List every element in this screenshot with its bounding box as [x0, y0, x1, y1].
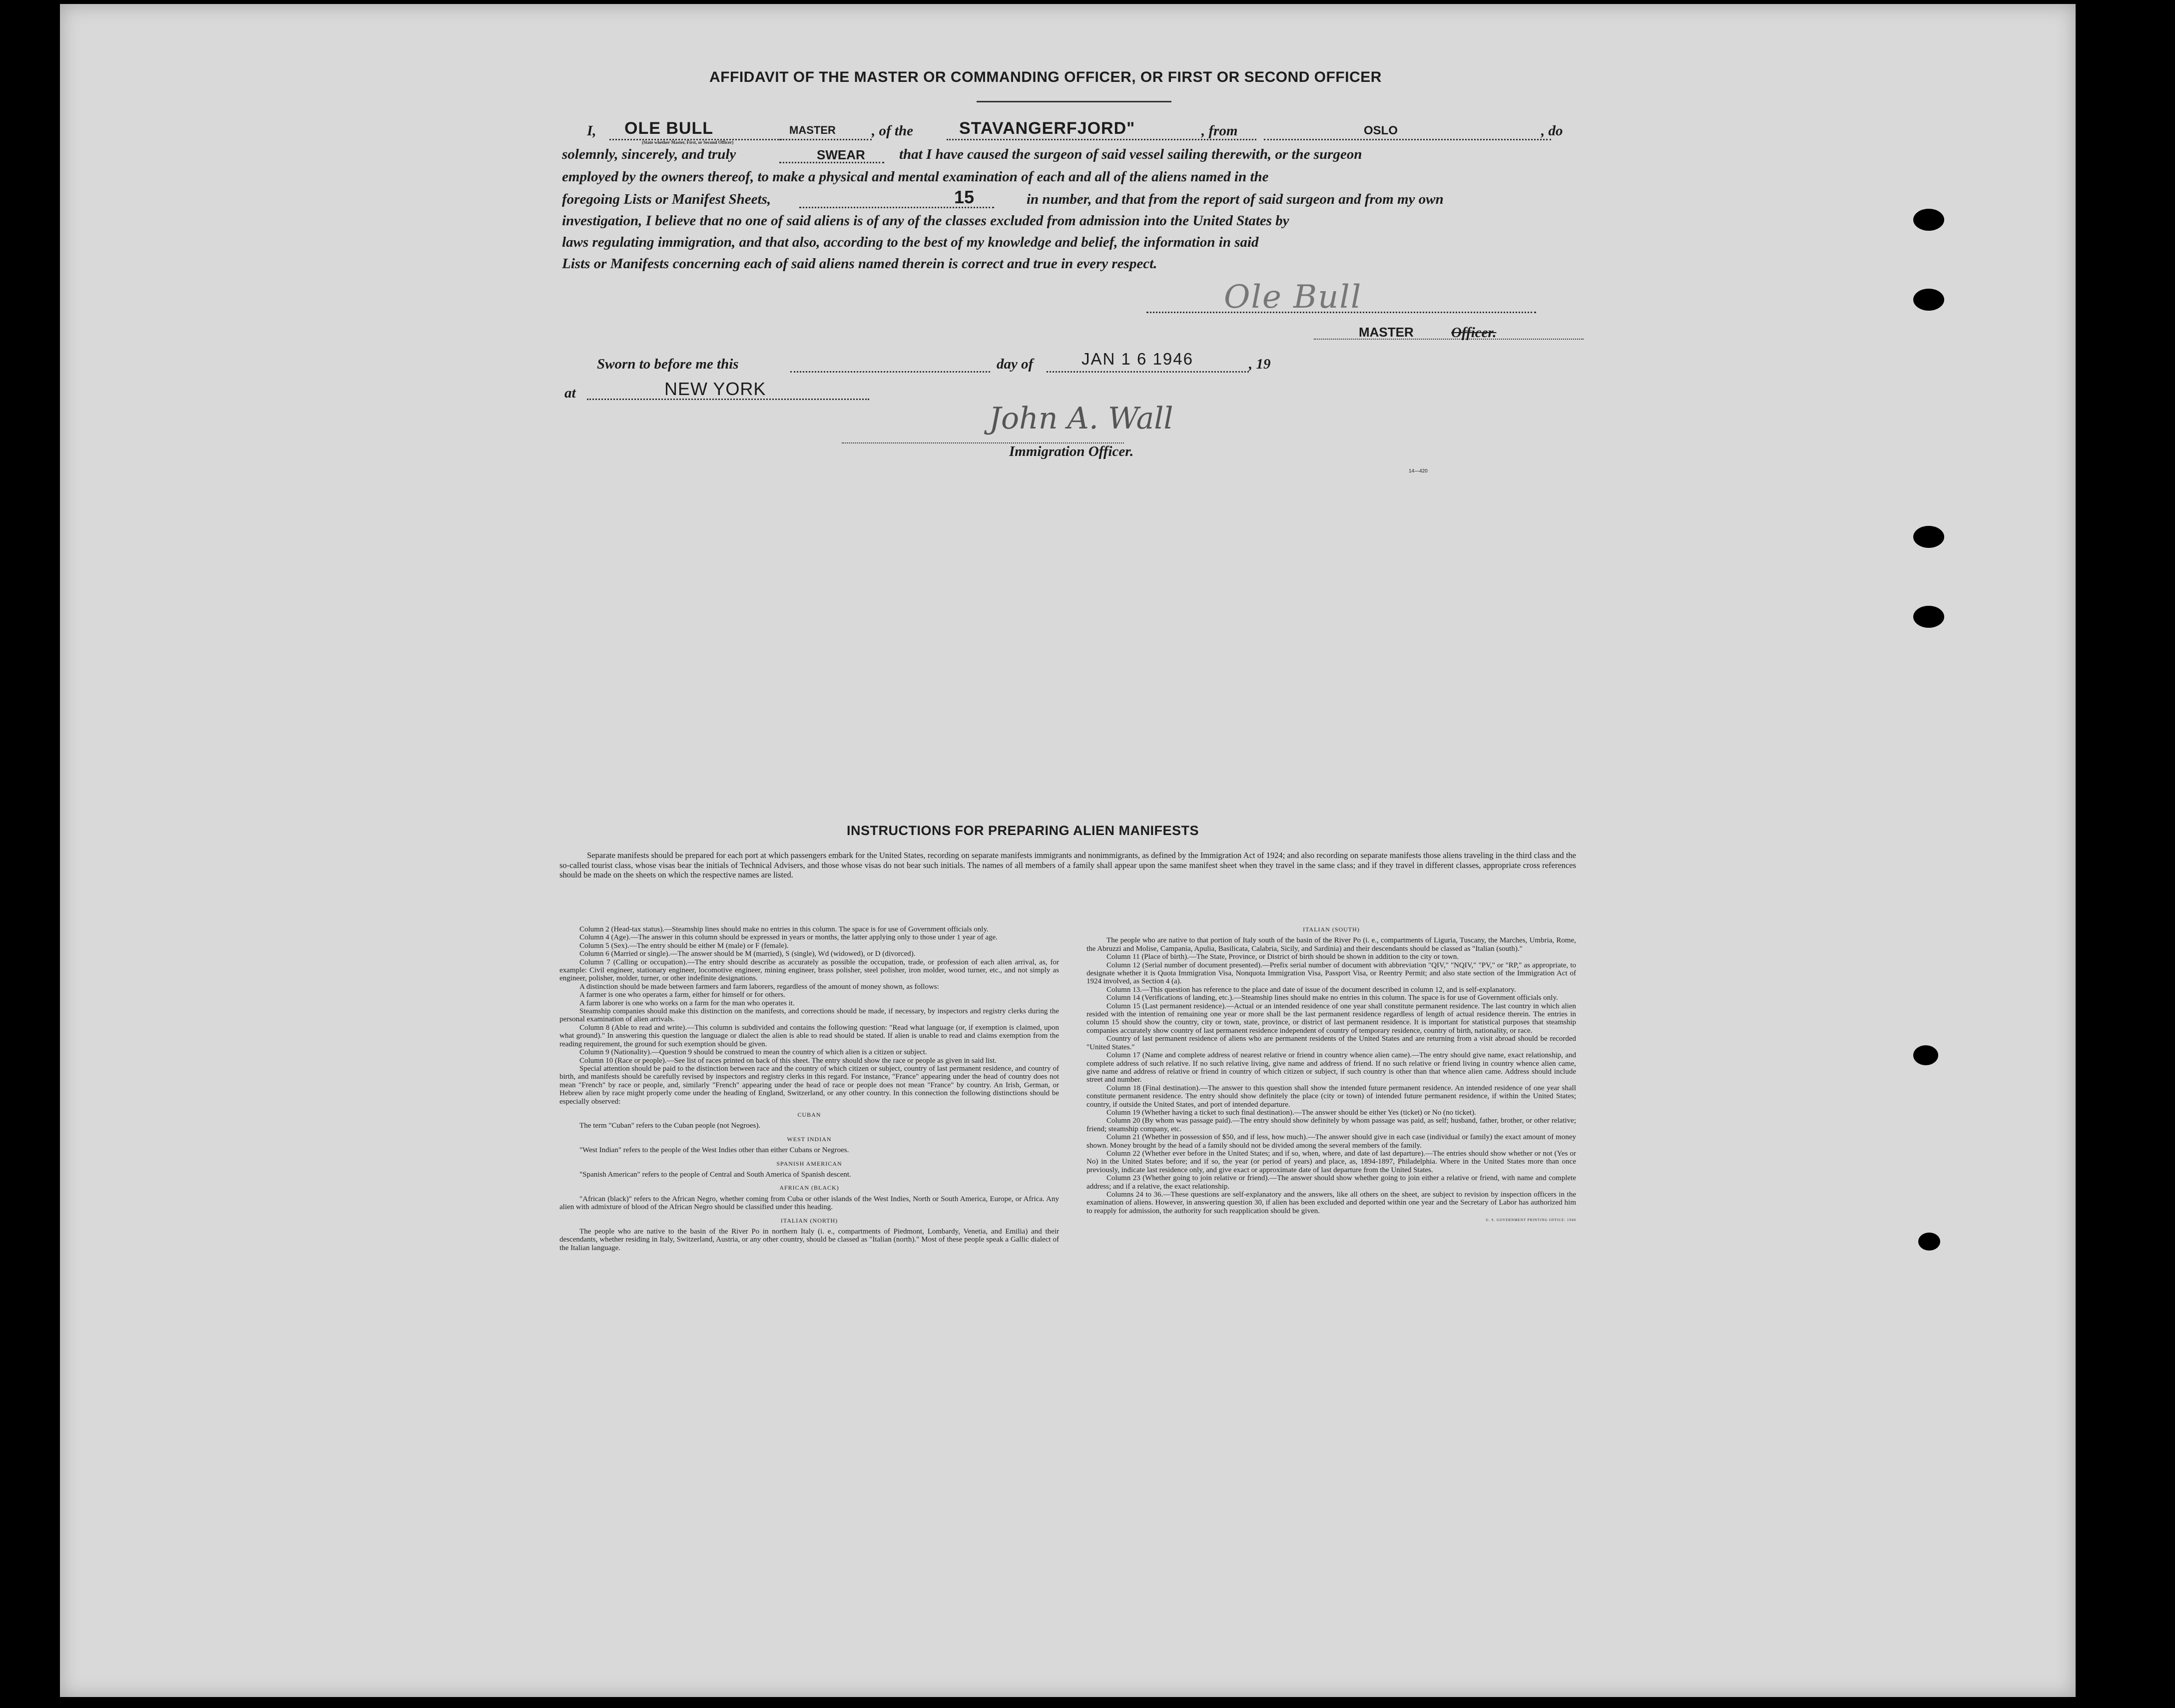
sworn-date: JAN 1 6 1946 [1082, 350, 1193, 368]
punch-hole [1913, 209, 1944, 231]
italian-north-text: The people who are native to the basin of the River Po in northern Italy (i. e., compartments of Piedmont, Lombardy, Venetia, and Emilia) and their descendants, whether residing in Italy, Switzerland, Austria, or any other country, should be classed as "Italian (north)." Most of these people speak a Gallic dialect of the Italian language. [559, 1228, 1059, 1252]
master-signature: Ole Bull [1224, 279, 1362, 316]
column-note: Column 20 (By whom was passage paid).—The entry should show definitely by whom passage was paid, as self; husband, father, brother, or other relative; friend; steamship company, etc. [1087, 1117, 1576, 1133]
master-name: OLE BULL [624, 119, 713, 138]
column-note: Column 23 (Whether going to join relative or friend).—The answer should show whether going to join either a relative or friend, with name and complete address; and if a relative, the exact relationship. [1087, 1174, 1576, 1191]
african-text: "African (black)" refers to the African Negro, whether coming from Cuba or other islands of the West Indies, North or South America, Europe, or Africa. Any alien with admixture of blood of the African Negro should be classified under this heading. [559, 1195, 1059, 1212]
instructions-right-column [1087, 925, 1576, 1225]
signer-title: MASTER [1359, 325, 1414, 340]
column-note: Column 11 (Place of birth).—The State, Province, or District of birth should be shown in addition to the city or town. [1106, 953, 1459, 961]
column-note: Column 8 (Able to read and write).—This column is subdivided and contains the following question: "Read what language (or, if exemption is claimed, upon what ground)." In answering this question the language or dialect the alien is able to read should be stated. If alien is unable to read and claims exemption from the reading requirement, the ground for such exemption should be given. [559, 1023, 1059, 1048]
cuban-text: The term "Cuban" refers to the Cuban people (not Negroes). [579, 1122, 761, 1130]
column-note: Special attention should be paid to the distinction between race and the country of which citizen or subject, country of last permanent residence, and country of birth, and manifests should be carefully revised by inspectors and registry clerks in this regard. For instance, "France" appearing under the head of country does not mean "French" by race or people, and, similarly "French" appearing under the head of race or people does not mean "France" by country. An Irish, German, or Hebrew alien by race might properly come under the heading of England, Switzerland, or any other country. In this connection the following distinctions should be especially observed: [559, 1064, 1059, 1106]
column-note: Column 13.—This question has reference to the place and date of issue of the document described in column 12, and is self-explanatory. [1106, 985, 1516, 994]
column-note: Country of last permanent residence of aliens who are permanent residents of the United States and are returning from a visit abroad should be recorded "United States." [1087, 1035, 1576, 1051]
column-note: Column 22 (Whether ever before in the United States; and if so, when, where, and date of last departure).—The entries should show whether or not (Yes or No) in the United States before; and if so, the year (or period of years) and place, as, 1894-1897, Philadelphia. Where in the United States more than once previously, indicate last residence only, and give exact or approximate date of last departure from the United States. [1087, 1149, 1576, 1174]
african-heading: AFRICAN (BLACK) [779, 1184, 839, 1192]
west-indian-heading: WEST INDIAN [787, 1135, 832, 1143]
italian-north-heading: ITALIAN (NORTH) [780, 1217, 838, 1224]
oath-word: SWEAR [817, 147, 865, 162]
column-note: Column 12 (Serial number of document presented).—Prefix serial number of document with abbreviation "QIV," "NQIV," "PV," or "RP," as appropriate, to designate whether it is Quota Immigration Visa, Nonquota Immigration Visa, Passport Visa, or Reentry Permit; and also state section of the Immigration Act of 1924 involved, as Section 4 (a). [1087, 961, 1576, 986]
instructions-title: INSTRUCTIONS FOR PREPARING ALIEN MANIFESTS [847, 823, 1199, 838]
punch-hole [1913, 606, 1944, 628]
line4b-text: in number, and that from the report of said surgeon and from my own [1027, 191, 1444, 207]
solemnly-text: solemnly, sincerely, and truly [562, 146, 736, 162]
column-note: Column 10 (Race or people).—See list of races printed on back of this sheet. The entry should show the race or people as given in said list. [579, 1056, 997, 1065]
sworn-place: NEW YORK [664, 379, 766, 399]
column-note: Column 7 (Calling or occupation).—The entry should describe as accurately as possible the occupation, trade, or profession of each alien arrival, as, for example: Civil engineer, stationary engineer, locomotive engineer, mining engineer, brass polisher, steel polisher, iron molder, wood turner, etc., and not simply as engineer, polisher, molder, turner, or other indefinite designations. [559, 958, 1059, 983]
vessel-name: STAVANGERFJORD" [959, 119, 1135, 138]
column-note: A farm laborer is one who works on a farm for the man who operates it. [579, 999, 795, 1007]
cuban-heading: CUBAN [797, 1111, 821, 1118]
column-note: Column 9 (Nationality).—Question 9 should be construed to mean the country of which alien is a citizen or subject. [579, 1048, 927, 1057]
instructions-left-column [559, 925, 1059, 1252]
state-note: (State whether Master, First, or Second Officer) [642, 140, 734, 145]
column-note: Column 2 (Head-tax status).—Steamship lines should make no entries in this column. The space is for use of Government officials only. [579, 925, 989, 933]
day-of-label: day of [997, 356, 1034, 372]
officer-title: Immigration Officer. [1009, 443, 1134, 459]
from-label: , from [1201, 123, 1238, 139]
sheets-count: 15 [954, 187, 975, 207]
column-note: A distinction should be made between farmers and farm laborers, regardless of the amount of money shown, as follows: [579, 982, 939, 991]
column-note: Column 17 (Name and complete address of nearest relative or friend in country whence alien came).—The entry should give name, exact relationship, and complete address of such relative. If no such relative living, give name and address of friend. If no such relative or friend living in country whence alien came, give name and address of relative or friend in country of which citizen or subject, if such country is other than that whence alien came. Address should include street and number. [1087, 1051, 1576, 1084]
officer-signature: John A. Wall [989, 401, 1173, 436]
column-note: Column 18 (Final destination).—The answer to this question shall show the intended future permanent residence. An intended residence of one year shall constitute permanent residence. The entry should show definitely the place (city or town) of intended future permanent residence, if within the United States; country, if outside the United States, and port of intended departure. [1087, 1084, 1576, 1109]
i-label: I, [587, 123, 596, 139]
column-note: Steamship companies should make this distinction on the manifests, and corrections should be made, if necessary, by inspectors and registry clerks during the personal examination of alien arrivals. [559, 1007, 1059, 1024]
column-note: Column 14 (Verifications of landing, etc.).—Steamship lines should make no entries in this column. The space is for use of Government officials only. [1106, 994, 1558, 1002]
affidavit-title: AFFIDAVIT OF THE MASTER OR COMMANDING OFFICER, OR FIRST OR SECOND OFFICER [709, 69, 1382, 85]
form-number: 14—420 [1409, 468, 1428, 474]
punch-hole [1918, 1233, 1940, 1251]
line6-text: laws regulating immigration, and that also, according to the best of my knowledge and belief, the information in said [562, 234, 1259, 250]
column-note: Column 21 (Whether in possession of $50, and if less, how much).—The answer should give in each case (individual or family) the exact amount of money shown. Money brought by the head of a family should not be divided among the several members of the family. [1087, 1133, 1576, 1150]
line2-text: that I have caused the surgeon of said vessel sailing therewith, or the surgeon [899, 146, 1362, 162]
west-indian-text: "West Indian" refers to the people of the West Indies other than either Cubans or Negroes. [579, 1146, 849, 1155]
punch-hole [1913, 526, 1944, 548]
punch-hole [1913, 289, 1944, 311]
officer-struck: Officer. [1451, 325, 1497, 341]
spanish-american-heading: SPANISH AMERICAN [776, 1160, 842, 1167]
spanish-american-text: "Spanish American" refers to the people of Central and South America of Spanish descent. [579, 1170, 851, 1179]
at-label: at [564, 385, 576, 401]
line7-text: Lists or Manifests concerning each of said aliens named therein is correct and true in every respect. [562, 256, 1157, 272]
do-label: , do [1541, 123, 1563, 139]
line5-text: investigation, I believe that no one of said aliens is of any of the classes excluded from admission into the United States by [562, 213, 1289, 229]
column-note: Column 6 (Married or single).—The answer should be M (married), S (single), Wd (widowed), or D (divorced). [579, 950, 916, 958]
column-note: Columns 24 to 36.—These questions are self-explanatory and the answers, like all others on the sheet, are subject to revision by inspection officers in the examination of aliens. However, in answering question 30, if alien has been excluded and deported within one year and the Secretary of Labor has authorized him to reapply for admission, the authority for such reapplication should be given. [1087, 1191, 1576, 1215]
manifest-sheet [60, 4, 2076, 1697]
printer-note: U. S. GOVERNMENT PRINTING OFFICE: 1940 [1486, 1218, 1576, 1223]
line4a-text: foregoing Lists or Manifest Sheets, [562, 191, 771, 207]
rank-text: MASTER [789, 124, 836, 136]
punch-hole [1913, 1045, 1938, 1065]
column-note: Column 5 (Sex).—The entry should be either M (male) or F (female). [579, 941, 789, 950]
year-suffix: , 19 [1249, 356, 1271, 372]
column-note: A farmer is one who operates a farm, either for himself or for others. [579, 991, 785, 999]
title-rule [977, 101, 1171, 102]
column-note: The people who are native to that portion of Italy south of the basin of the River Po (i. e., compartments of Liguria, Tuscany, the Marches, Umbria, Rome, the Abruzzi and Molise, Campania, Apulia, Basilicata, Calabria, Sicily, and Sardinia) and their descendants should be classed as "Italian (south)." [1087, 936, 1576, 953]
italian-south-heading: ITALIAN (SOUTH) [1303, 926, 1360, 933]
line3-text: employed by the owners thereof, to make a physical and mental examination of each and all of the aliens named in the [562, 169, 1269, 185]
column-note: Column 15 (Last permanent residence).—Actual or an intended residence of one year shall constitute permanent residence. The last country in which alien resided with the intention of remaining one year or more shall be the last permanent residence regardless of length of actual residence therein. The entries in column 15 should show the country, city or town, state, province, or district of last permanent residence. It is important for statistical purposes that steamship companies accurately show country of last permanent residence independent of country of temporary residence, country of birth, nationality, or race. [1087, 1002, 1576, 1035]
column-note: Column 19 (Whether having a ticket to such final destination).—The answer should be either Yes (ticket) or No (no ticket). [1106, 1108, 1476, 1117]
column-note: Column 4 (Age).—The answer in this column should be expressed in years or months, the latter applying only to those under 1 year of age. [579, 933, 998, 942]
port-name: OSLO [1364, 124, 1398, 137]
instructions-intro: Separate manifests should be prepared for each port at which passengers embark for the United States, recording on separate manifests immigrants and nonimmigrants, as defined by the Immigration Act of 1924; and also recording on separate manifests those aliens traveling in the third class and the so-called tourist class, whose visas bear the initials of Technical Advisers, and those whose visas do not bear such initials. The names of all members of a family shall appear upon the same manifest sheet when they travel in the same class; and if they travel in different classes, appropriate cross references should be made on the sheets on which the respective names are listed. [559, 851, 1576, 879]
of-the-label: , of the [872, 123, 913, 139]
sworn-label: Sworn to before me this [597, 356, 739, 372]
